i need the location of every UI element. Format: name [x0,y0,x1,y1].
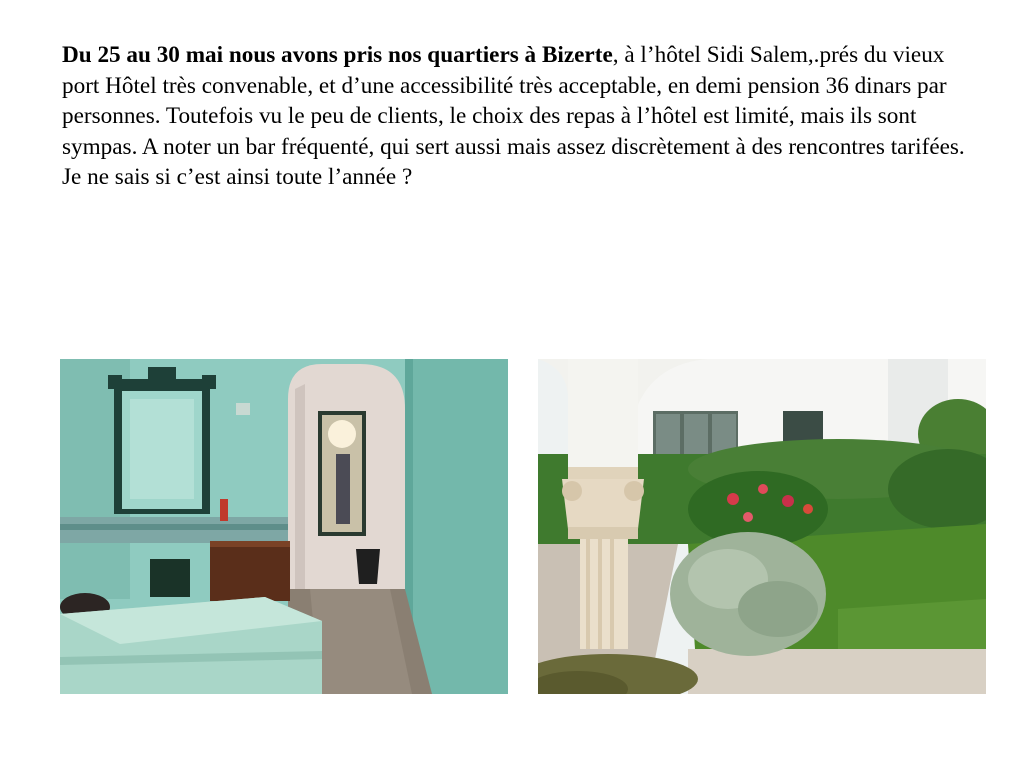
hotel-room-photo [60,359,508,694]
article-text [62,40,987,193]
article-paragraph [62,40,987,193]
article-heading: Du 25 au 30 mai nous avons pris nos quartiers à Bizerte [62,42,613,68]
hotel-garden-photo [538,359,986,694]
article-body: , à l’hôtel Sidi Salem,.prés du vieux port Hôtel très convenable, et d’une accessibilité très acceptable, en demi pension 36 dinars par personnes. Toutefois vu le peu de clients, le choix des repas à l’hôtel est limité, mais ils sont sympas. A noter un bar fréquenté, qui sert aussi mais assez discrètement à des rencontres tarifées. Je ne sais si c’est ainsi toute l’année ? [62,42,965,190]
